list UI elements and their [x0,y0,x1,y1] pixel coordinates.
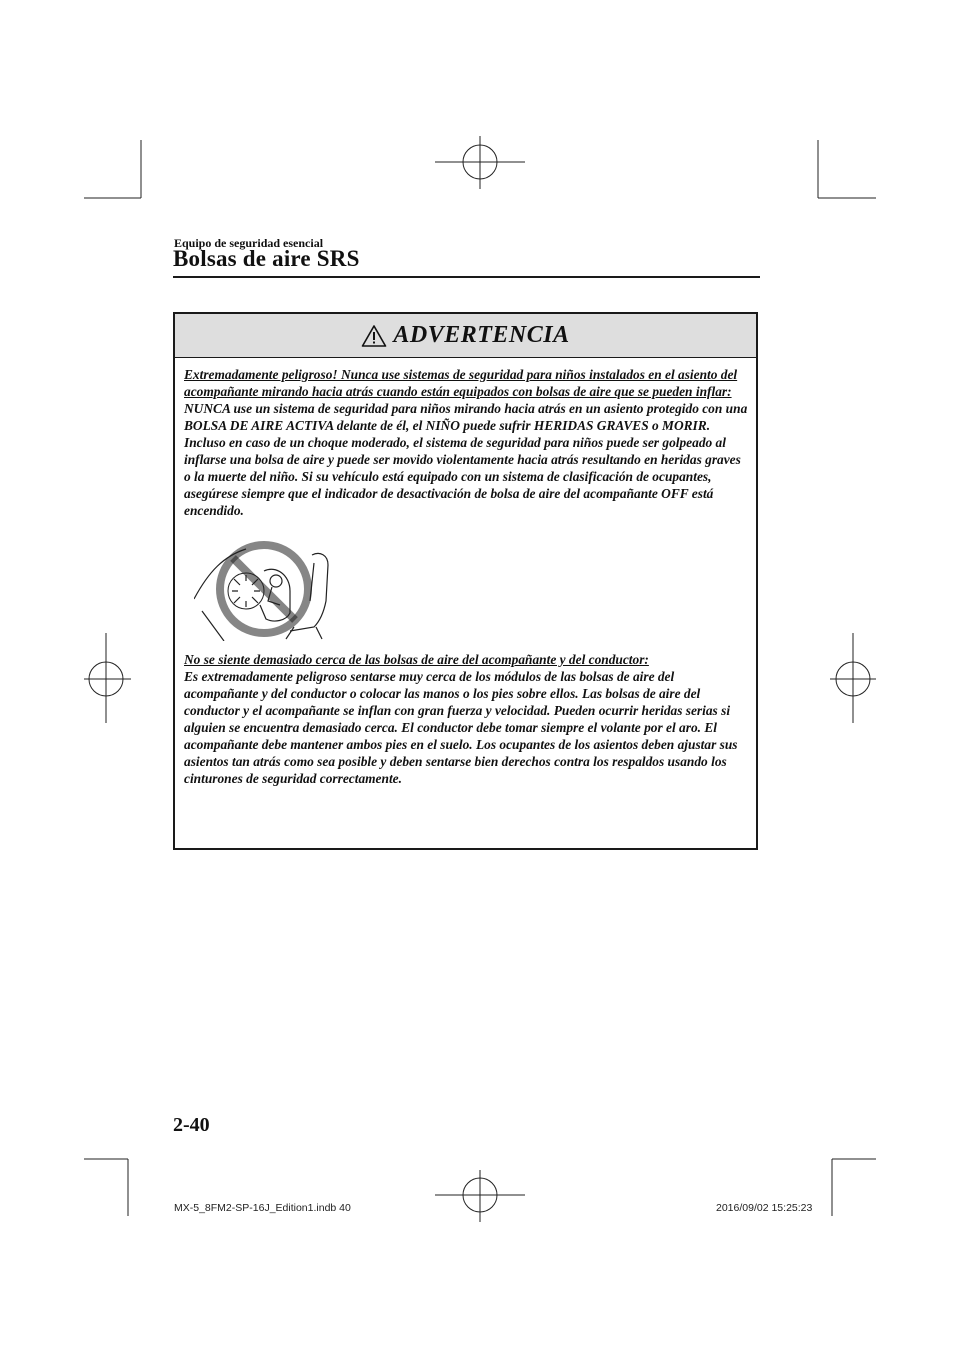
page-number: 2-40 [173,1114,210,1136]
page-title: Bolsas de aire SRS [173,246,360,271]
warning-heading-seating-distance: No se siente demasiado cerca de las bolsas de aire del acompañante y del conductor: [184,652,649,667]
footer-timestamp: 2016/09/02 15:25:23 [716,1202,813,1214]
section-label: Equipo de seguridad esencial [174,236,324,250]
warning-paragraph: Incluso en caso de un choque moderado, el sistema de seguridad para niños puede ser golpeado al inflarse una bolsa de aire y puede ser movido violentamente hacia atrás resultando en heridas graves o la muerte del niño. Si su vehículo está equipado con un sistema de clasificación de ocupantes, asegúrese siempre que el indicador de desactivación de bolsa de aire del acompañante OFF está encendido. [184,435,741,518]
warning-title: ADVERTENCIA [393,322,570,348]
warning-paragraph: Es extremadamente peligroso sentarse muy cerca de los módulos de las bolsas de aire del acompañante y del conductor o colocar las manos o los pies sobre ellos. Las bolsas de aire del conductor y el acompañante se inflan con gran fuerza y velocidad. Pueden ocurrir heridas serias si alguien se encuentra demasiado cerca. El conductor debe tomar siempre el volante por el aro. El acompañante debe mantener ambos pies en el suelo. Los ocupantes de los asientos deben ajustar sus asientos tan atrás como sea posible y deben sentarse bien derechos contra los respaldos usando los cinturones de seguridad correctamente. [184,669,738,786]
warning-body [175,358,756,787]
title-rule [173,276,760,278]
warning-triangle-icon [361,324,387,348]
warning-header [175,314,756,358]
warning-box [173,312,758,850]
no-rear-facing-child-seat-illustration [194,541,354,641]
footer-file-info: MX-5_8FM2-SP-16J_Edition1.indb 40 [174,1202,351,1214]
warning-heading-child-seat: Extremadamente peligroso! Nunca use sistemas de seguridad para niños instalados en el asiento del acompañante mirando hacia atrás cuando están equipados con bolsas de aire que se pueden inflar: [184,367,738,399]
warning-paragraph: NUNCA use un sistema de seguridad para niños mirando hacia atrás en un asiento protegido con una BOLSA DE AIRE ACTIVA delante de él, el NIÑO puede sufrir HERIDAS GRAVES o MORIR. [184,401,748,433]
